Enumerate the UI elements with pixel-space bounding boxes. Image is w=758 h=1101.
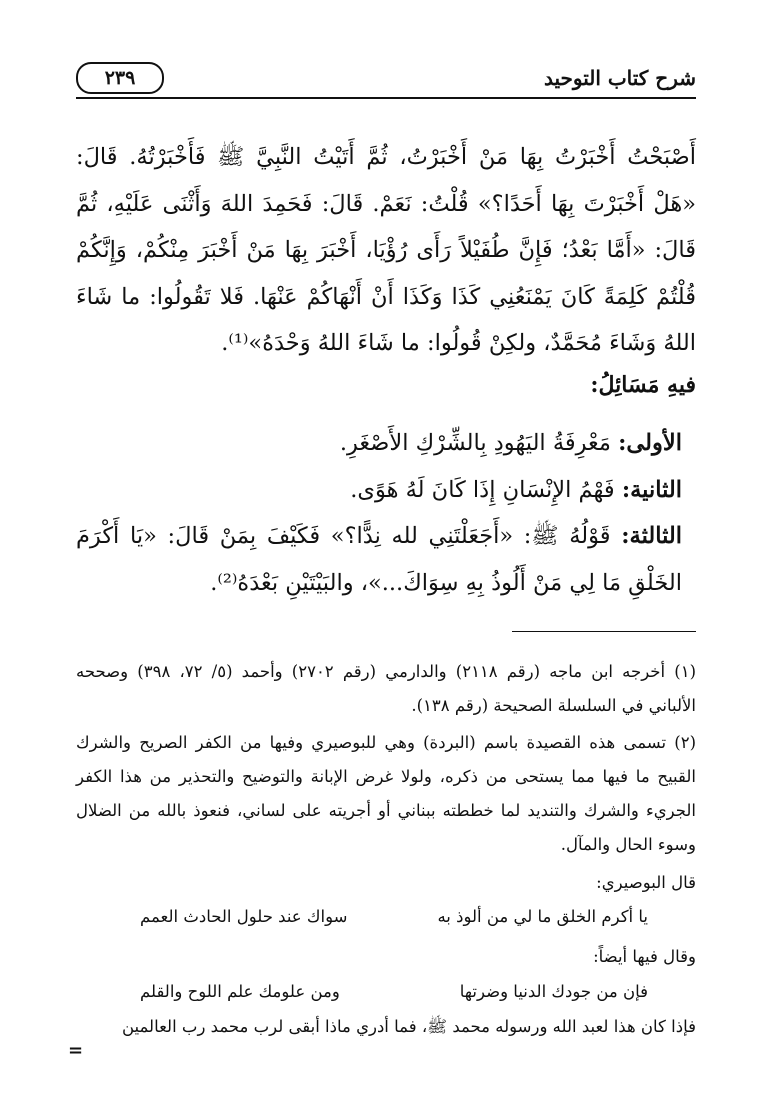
poem-verse-2 (140, 975, 648, 1009)
issues-list (76, 420, 682, 606)
issue-label: الثانية: (621, 476, 682, 503)
footnote-2 (76, 726, 696, 862)
issue-text: مَعْرِفَةُ اليَهُودِ بِالشِّرْكِ الأَصْغَرِ. (339, 430, 611, 456)
footnote-separator (512, 631, 696, 632)
verse-first-hemistich: يا أكرم الخلق ما لي من ألوذ به (437, 907, 648, 926)
page-header (76, 60, 696, 100)
footnote-text: أخرجه ابن ماجه (رقم ٢١١٨) والدارمي (رقم ٢٧٠٢) وأحمد (٥/ ٧٢، ٣٩٨) وصححه الألباني في السلسلة الصحيحة (رقم ١٣٨). (76, 662, 696, 715)
footnote-number: (١) (674, 662, 696, 681)
poem-intro-2: وقال فيها أيضاً: (593, 947, 696, 966)
verse-first-hemistich: فإن من جودك الدنيا وضرتها (459, 982, 648, 1001)
issue-text: قَوْلُهُ ﷺ: «أَجَعَلْتَنِي لله نِدًّا؟» فَكَيْفَ بِمَنْ قَالَ: «يَا أَكْرَمَ الخَلْقِ مَا لِي مَنْ أَلُوذُ بِهِ سِوَاكَ...»، والبَيْتَيْنِ بَعْدَهُ⁽²⁾. (76, 523, 682, 596)
footnote-closing: فإذا كان هذا لعبد الله ورسوله محمد ﷺ، فما أدري ماذا أبقى لرب محمد رب العالمين (121, 1017, 696, 1036)
issue-label: الثالثة: (621, 523, 682, 549)
main-text-block (76, 134, 696, 367)
issue-item (76, 513, 682, 606)
hadith-paragraph: أَصْبَحْتُ أَخْبَرْتُ بِهَا مَنْ أَخْبَرْتُ، ثُمَّ أَتَيْتُ النَّبِيَّ ﷺ فَأَخْبَرْتُهُ. قَالَ: «هَلْ أَخْبَرْتَ بِهَا أَحَدًا؟» قُلْتُ: نَعَمْ. قَالَ: فَحَمِدَ اللهَ وَأَثْنَى عَلَيْهِ، ثُمَّ قَالَ: «أَمَّا بَعْدُ؛ فَإِنَّ طُفَيْلاً رَأَى رُؤْيَا، أَخْبَرَ بِهَا مَنْ أَخْبَرَ مِنْكُمْ، وَإِنَّكُمْ قُلْتُمْ كَلِمَةً كَانَ يَمْنَعُنِي كَذَا وَكَذَا أَنْ أَنْهَاكُمْ عَنْهَا. فَلا تَقُولُوا: ما شَاءَ اللهُ وَشَاءَ مُحَمَّدٌ، ولكِنْ قُولُوا: ما شَاءَ اللهُ وَحْدَهُ»⁽¹⁾. (76, 144, 696, 356)
issue-text: فَهْمُ الإِنْسَانِ إِذَا كَانَ لَهُ هَوًى. (350, 476, 615, 503)
poem-intro-1: قال البوصيري: (596, 873, 696, 892)
verse-second-hemistich: ومن علومك علم اللوح والقلم (140, 982, 340, 1001)
footnote-number: (٢) (674, 733, 696, 752)
issues-heading: فيهِ مَسَائِلُ: (590, 372, 696, 398)
footnote-text: تسمى هذه القصيدة باسم (البردة) وهي للبوصيري وفيها من الكفر الصريح والشرك القبيح ما فيها مما يستحى من ذكره، ولولا غرض الإبانة والتوضيح والتحذير من هذا الكفر الجريء والشرك والتنديد لما خططته ببناني أو أجريته على لساني، فنعوذ بالله من الضلال وسوء الحال والمآل. (76, 733, 696, 854)
continuation-mark: = (68, 1040, 84, 1061)
book-title: شرح كتاب التوحيد (543, 66, 696, 90)
issue-item (76, 420, 682, 467)
verse-second-hemistich: سواك عند حلول الحادث العمم (140, 907, 348, 926)
issue-item (76, 467, 682, 514)
issue-label: الأولى: (618, 430, 682, 456)
footnote-1 (76, 655, 696, 723)
poem-verse-1 (140, 900, 648, 934)
page-number: ٢٣٩ (76, 62, 164, 94)
header-rule (76, 97, 696, 99)
